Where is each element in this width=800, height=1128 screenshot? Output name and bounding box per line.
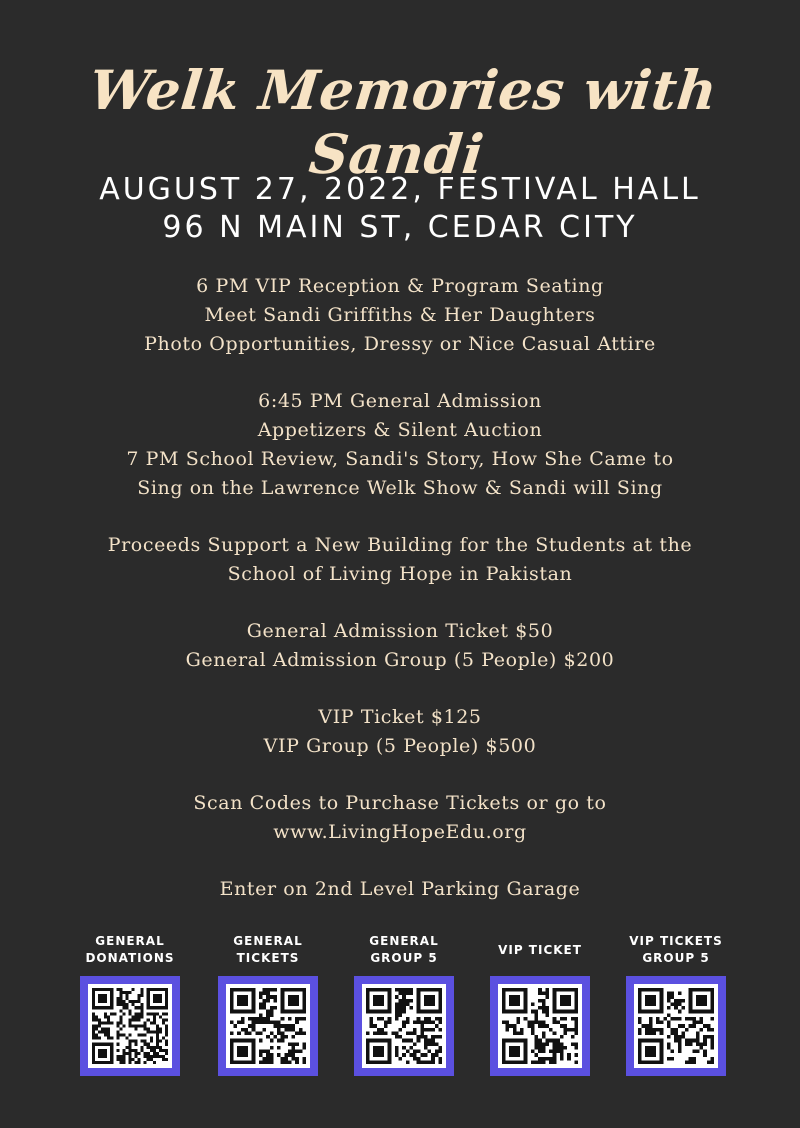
qr-general-tickets[interactable]: [203, 930, 333, 1076]
vip-schedule: [0, 272, 800, 359]
purchase-line: Scan Codes to Purchase Tickets or go to: [193, 792, 607, 814]
qr-label: [611, 930, 741, 970]
qr-code-icon[interactable]: [502, 988, 578, 1064]
qr-label-line: GENERAL: [369, 934, 439, 948]
purchase-instructions: [0, 789, 800, 847]
vip-schedule-line: Meet Sandi Griffiths & Her Daughters: [204, 304, 596, 326]
event-address: 96 N MAIN ST, CEDAR CITY: [162, 210, 638, 245]
qr-code-row: [0, 930, 800, 1090]
vip-schedule-line: 6 PM VIP Reception & Program Seating: [196, 275, 604, 297]
vip-ticket-line: VIP Group (5 People) $500: [263, 735, 537, 757]
qr-background: [362, 984, 446, 1068]
qr-label-line: VIP TICKETS: [629, 934, 723, 948]
qr-background: [498, 984, 582, 1068]
qr-code-icon[interactable]: [366, 988, 442, 1064]
vip-schedule-line: Photo Opportunities, Dressy or Nice Casual Attire: [144, 333, 656, 355]
qr-code-icon[interactable]: [92, 988, 168, 1064]
qr-code-icon[interactable]: [638, 988, 714, 1064]
qr-background: [634, 984, 718, 1068]
website-link[interactable]: www.LivingHopeEdu.org: [273, 821, 527, 843]
vip-ticket-line: VIP Ticket $125: [318, 706, 482, 728]
qr-general-group[interactable]: [339, 930, 469, 1076]
qr-frame: [490, 976, 590, 1076]
event-date-venue: AUGUST 27, 2022, FESTIVAL HALL: [99, 172, 701, 207]
qr-label: [339, 930, 469, 970]
qr-frame: [354, 976, 454, 1076]
qr-label-line: DONATIONS: [85, 951, 175, 965]
general-schedule-line: Sing on the Lawrence Welk Show & Sandi will Sing: [137, 477, 663, 499]
event-title: Welk Memories with Sandi: [86, 58, 721, 186]
qr-general-donations[interactable]: [65, 930, 195, 1076]
qr-frame: [626, 976, 726, 1076]
qr-background: [88, 984, 172, 1068]
qr-vip-group[interactable]: [611, 930, 741, 1076]
qr-frame: [80, 976, 180, 1076]
general-ticket-prices: [0, 617, 800, 675]
qr-label: [475, 930, 605, 970]
qr-vip-ticket[interactable]: [475, 930, 605, 1076]
qr-label-line: TICKETS: [236, 951, 300, 965]
general-ticket-line: General Admission Ticket $50: [246, 620, 554, 642]
vip-ticket-prices: [0, 703, 800, 761]
entry-note: [0, 875, 800, 904]
proceeds-note: [0, 531, 800, 589]
qr-label: [65, 930, 195, 970]
general-schedule-line: 7 PM School Review, Sandi's Story, How She Came to: [126, 448, 674, 470]
qr-label: [203, 930, 333, 970]
general-schedule-line: Appetizers & Silent Auction: [257, 419, 543, 441]
general-schedule-line: 6:45 PM General Admission: [258, 390, 542, 412]
qr-code-icon[interactable]: [230, 988, 306, 1064]
proceeds-line: School of Living Hope in Pakistan: [227, 563, 573, 585]
qr-label-line: GROUP 5: [370, 951, 438, 965]
proceeds-line: Proceeds Support a New Building for the Students at the: [107, 534, 693, 556]
general-schedule: [0, 387, 800, 503]
qr-label-line: GENERAL: [95, 934, 165, 948]
qr-label-line: GENERAL: [233, 934, 303, 948]
qr-label-line: GROUP 5: [642, 951, 710, 965]
qr-label-line: VIP TICKET: [498, 942, 582, 957]
entry-line: Enter on 2nd Level Parking Garage: [219, 878, 581, 900]
qr-frame: [218, 976, 318, 1076]
general-ticket-line: General Admission Group (5 People) $200: [185, 649, 615, 671]
qr-background: [226, 984, 310, 1068]
